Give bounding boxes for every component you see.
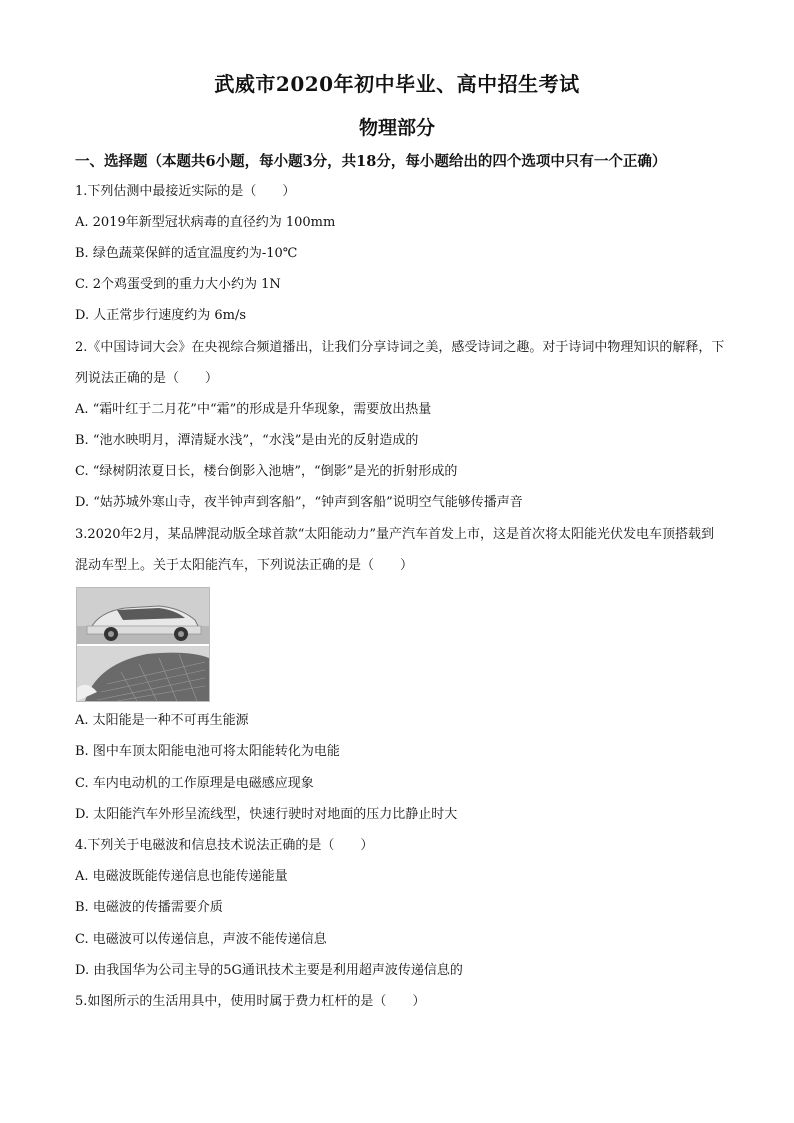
question-3-option-a: A. 太阳能是一种不可再生能源 <box>75 713 249 728</box>
question-4-option-d: D. 由我国华为公司主导的5G通讯技术主要是利用超声波传递信息的 <box>75 963 463 978</box>
question-1-option-d: D. 人正常步行速度约为 6m/s <box>75 308 247 323</box>
question-1-option-c: C. 2个鸡蛋受到的重力大小约为 1N <box>75 277 281 292</box>
question-2-option-c: C. “绿树阴浓夏日长，楼台倒影入池塘”，“倒影”是光的折射形成的 <box>75 464 458 479</box>
question-2-option-b: B. “池水映明月，潭清疑水浅”，“水浅”是由光的反射造成的 <box>75 433 419 448</box>
exam-title: 武威市2020年初中毕业、高中招生考试 <box>214 72 580 96</box>
question-4-option-c: C. 电磁波可以传递信息，声波不能传递信息 <box>75 932 327 947</box>
question-1-option-b: B. 绿色蔬菜保鲜的适宜温度约为-10℃ <box>75 246 298 261</box>
question-3-option-d: D. 太阳能汽车外形呈流线型，快速行驶时对地面的压力比静止时大 <box>75 807 458 822</box>
question-2-stem: 2.《中国诗词大会》在央视综合频道播出，让我们分享诗词之美，感受诗词之趣。对于诗词中物理知识的解释，下列说法正确的是（ ） <box>75 340 725 386</box>
question-5-stem: 5.如图所示的生活用具中，使用时属于费力杠杆的是（ ） <box>75 994 426 1009</box>
question-2-option-d: D. “姑苏城外寒山寺，夜半钟声到客船”，“钟声到客船”说明空气能够传播声音 <box>75 495 523 510</box>
section-heading: 一、选择题（本题共6小题，每小题3分，共18分，每小题给出的四个选项中只有一个正确） <box>75 153 667 170</box>
question-4-option-b: B. 电磁波的传播需要介质 <box>75 900 223 915</box>
exam-subtitle: 物理部分 <box>358 117 435 139</box>
question-1-stem: 1.下列估测中最接近实际的是（ ） <box>75 184 296 199</box>
question-1-option-a: A. 2019年新型冠状病毒的直径约为 100mm <box>75 215 336 230</box>
question-3-option-c: C. 车内电动机的工作原理是电磁感应现象 <box>75 776 314 791</box>
question-2-option-a: A. “霜叶红于二月花”中“霜”的形成是升华现象，需要放出热量 <box>75 402 432 417</box>
question-4-option-a: A. 电磁波既能传递信息也能传递能量 <box>75 869 288 884</box>
question-4-stem: 4.下列关于电磁波和信息技术说法正确的是（ ） <box>75 838 374 853</box>
solar-car-photo <box>76 587 210 702</box>
question-3-stem: 3.2020年2月，某品牌混动版全球首款“太阳能动力”量产汽车首发上市，这是首次将太阳能光伏发电车顶搭载到混动车型上。关于太阳能汽车，下列说法正确的是（ ） <box>75 527 715 573</box>
question-3-option-b: B. 图中车顶太阳能电池可将太阳能转化为电能 <box>75 744 340 759</box>
